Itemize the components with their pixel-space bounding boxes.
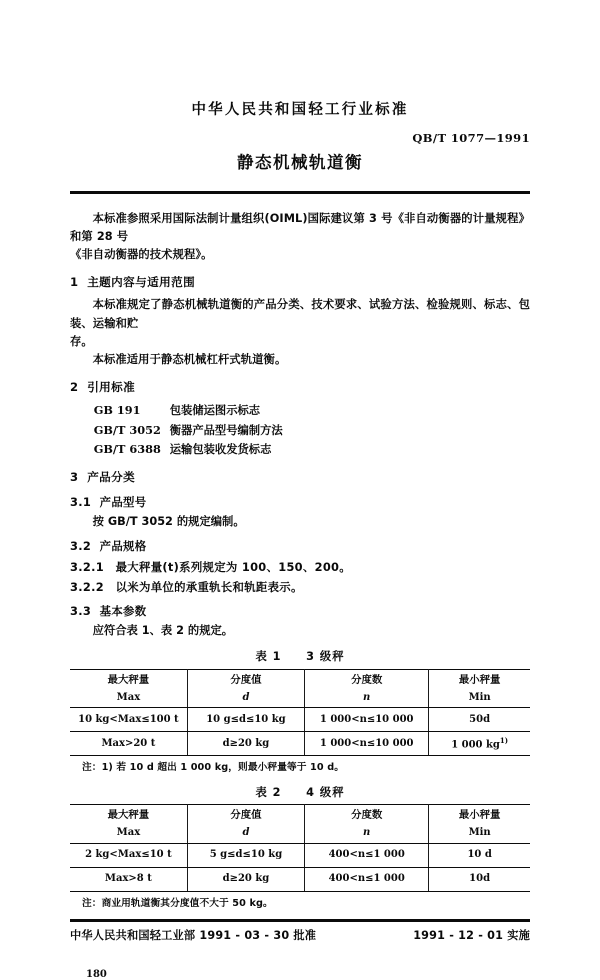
table-2-cell: Max>8 t — [70, 867, 187, 891]
intro-paragraph-line2: 《非自动衡器的技术规程》。 — [70, 248, 213, 262]
section-3-3-title: 基本参数 — [99, 604, 147, 619]
table-2-header-division-count: 分度数 — [305, 805, 429, 825]
table-1-cell: 10 kg<Max≤100 t — [70, 708, 187, 732]
table-1-header-max-capacity: 最大秤量 — [70, 669, 187, 689]
table-1-header-division-count: 分度数 — [305, 669, 429, 689]
page-title: 静态机械轨道衡 — [237, 153, 363, 173]
section-1-paragraph2: 本标准适用于静态机械杠杆式轨道衡。 — [92, 353, 287, 367]
section-3-number: 3 — [70, 470, 79, 485]
section-3-heading — [70, 468, 530, 487]
table-2-symbol-n: n — [305, 824, 429, 843]
table-2-header-division-value: 分度值 — [187, 805, 304, 825]
section-3-1-number: 3.1 — [70, 495, 92, 510]
table-2-header-max-capacity: 最大秤量 — [70, 805, 187, 825]
list-item — [70, 440, 530, 459]
table-2-caption: 表 2 4 级秤 — [255, 785, 345, 799]
table-1-class-3-scale — [70, 669, 530, 757]
list-item — [70, 421, 530, 440]
section-1-heading — [70, 273, 530, 292]
table-row — [70, 843, 530, 867]
table-1-caption: 表 1 3 级秤 — [255, 650, 345, 664]
reference-name: 衡器产品型号编制方法 — [169, 423, 283, 437]
table-1-cell: d≥20 kg — [187, 732, 304, 756]
section-3-3-number: 3.3 — [70, 604, 92, 619]
table-1-cell: 10 g≤d≤10 kg — [187, 708, 304, 732]
approval-statement: 中华人民共和国轻工业部 1991 - 03 - 30 批准 — [70, 928, 317, 942]
table-row — [70, 669, 530, 689]
table-1-header-min-capacity: 最小秤量 — [429, 669, 530, 689]
header-divider — [70, 191, 530, 193]
section-3-3-body: 应符合表 1、表 2 的规定。 — [92, 623, 234, 637]
intro-paragraph-line1: 本标准参照采用国际法制计量组织(OIML)国际建议第 3 号《非自动衡器的计量规程》和第 28 号 — [70, 211, 530, 243]
section-3-2-number: 3.2 — [70, 539, 92, 554]
table-1-note: 注：1) 若 10 d 超出 1 000 kg，则最小秤量等于 10 d。 — [82, 762, 345, 774]
table-2-symbol-max: Max — [70, 824, 187, 843]
section-1-paragraph1-line1: 本标准规定了静态机械轨道衡的产品分类、技术要求、试验方法、检验规则、标志、包装、运输和贮 — [70, 298, 530, 330]
list-item — [70, 401, 530, 420]
table-2-note: 注：商业用轨道衡其分度值不大于 50 kg。 — [82, 897, 273, 909]
section-3-1-title: 产品型号 — [99, 495, 147, 510]
reference-name: 包装储运图示标志 — [169, 404, 261, 418]
section-3-3-heading — [70, 602, 530, 620]
table-1-cell: Max>20 t — [70, 732, 187, 756]
table-1-symbol-d: d — [187, 689, 304, 708]
table-row — [70, 689, 530, 708]
table-1-header-division-value: 分度值 — [187, 669, 304, 689]
footer-divider — [70, 919, 530, 921]
section-3-2-2: 3.2.2 以米为单位的承重轨长和轨距表示。 — [70, 579, 303, 594]
referenced-standards-list — [70, 401, 530, 459]
table-1-cell: 1 000<n≤10 000 — [305, 708, 429, 732]
table-1-cell: 1 000<n≤10 000 — [305, 732, 429, 756]
reference-code: GB 191 — [93, 403, 141, 418]
table-2-symbol-d: d — [187, 824, 304, 843]
table-2-class-4-scale — [70, 804, 530, 892]
section-3-1-body: 按 GB/T 3052 的规定编制。 — [92, 514, 245, 528]
table-2-cell: 2 kg<Max≤10 t — [70, 843, 187, 867]
table-2-cell: 400<n≤1 000 — [305, 867, 429, 891]
table-row — [70, 805, 530, 825]
table-1-cell-value: 1 000 kg — [451, 738, 500, 750]
section-3-2-heading — [70, 537, 530, 555]
document-body — [70, 210, 530, 912]
footer — [70, 927, 530, 943]
section-3-2-title: 产品规格 — [99, 539, 147, 554]
table-1-symbol-n: n — [305, 689, 429, 708]
section-2-number: 2 — [70, 380, 79, 395]
table-2-symbol-min: Min — [429, 824, 530, 843]
standard-code: QB/T 1077—1991 — [412, 131, 530, 146]
reference-code: GB/T 3052 — [93, 422, 161, 437]
section-3-2-1: 3.2.1 最大秤量(t)系列规定为 100、150、200。 — [70, 559, 351, 574]
table-row — [70, 867, 530, 891]
section-2-heading — [70, 378, 530, 397]
section-1-title: 主题内容与适用范围 — [87, 275, 196, 290]
table-2-cell: 10d — [429, 867, 530, 891]
table-row — [70, 708, 530, 732]
section-3-title: 产品分类 — [87, 470, 136, 485]
section-1-number: 1 — [70, 275, 79, 290]
footnote-marker: 1) — [499, 735, 509, 745]
standard-organization-heading: 中华人民共和国轻工行业标准 — [191, 102, 409, 118]
reference-name: 运输包装收发货标志 — [169, 443, 272, 457]
section-1-paragraph1-line2: 存。 — [70, 334, 93, 348]
implementation-date: 1991 - 12 - 01 实施 — [413, 928, 530, 942]
table-row — [70, 732, 530, 756]
reference-code: GB/T 6388 — [93, 442, 161, 457]
table-row — [70, 824, 530, 843]
table-1-symbol-max: Max — [70, 689, 187, 708]
section-3-1-heading — [70, 493, 530, 511]
standard-code-row — [70, 131, 530, 151]
table-2-cell: 5 g≤d≤10 kg — [187, 843, 304, 867]
table-1-cell-with-footnote — [429, 732, 530, 756]
table-2-cell: d≥20 kg — [187, 867, 304, 891]
table-2-header-min-capacity: 最小秤量 — [429, 805, 530, 825]
table-1-cell: 50d — [429, 708, 530, 732]
table-2-cell: 400<n≤1 000 — [305, 843, 429, 867]
section-2-title: 引用标准 — [87, 380, 136, 395]
table-2-cell: 10 d — [429, 843, 530, 867]
page-number: 180 — [86, 968, 107, 980]
table-1-symbol-min: Min — [429, 689, 530, 708]
